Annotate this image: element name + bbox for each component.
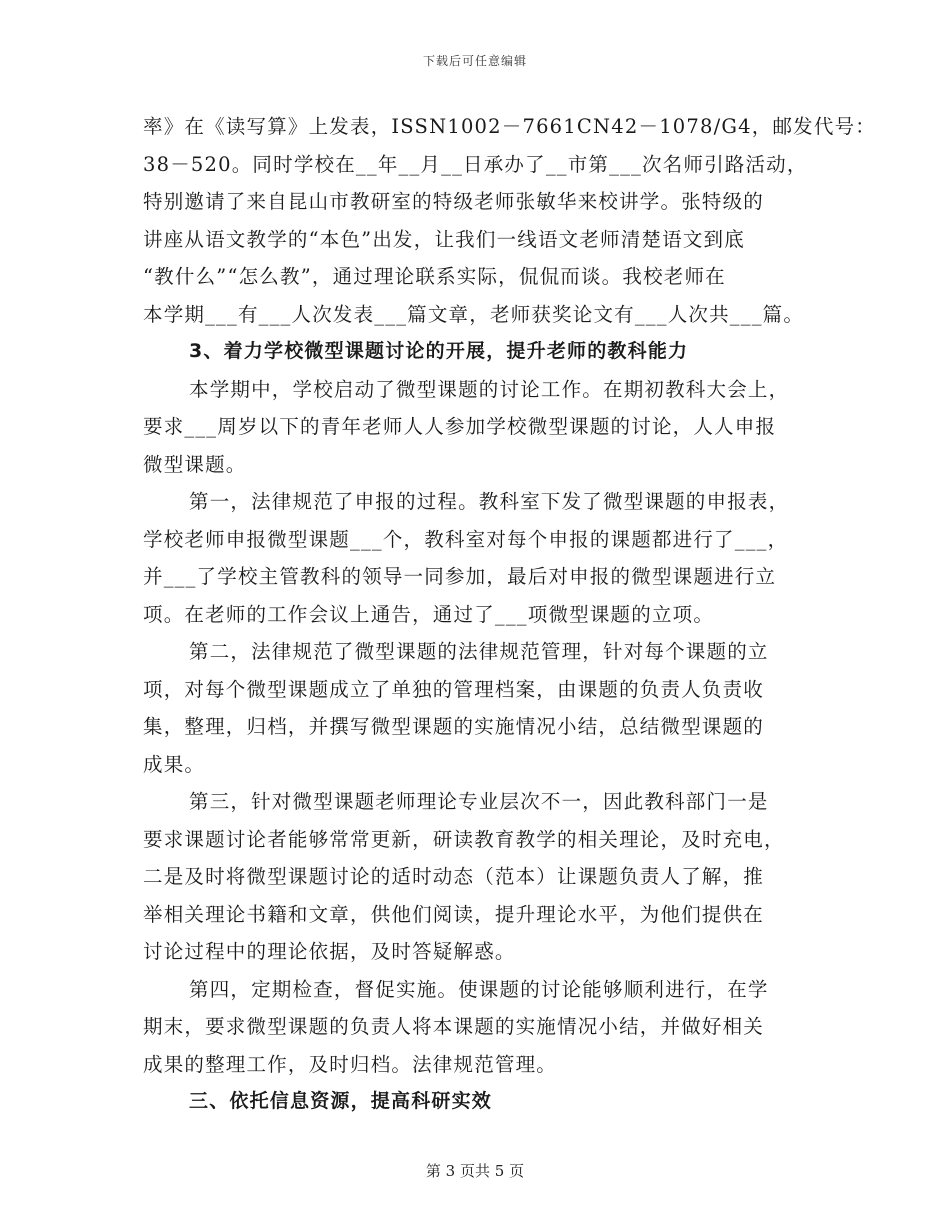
paragraph-line: 特别邀请了来自昆山市教研室的特级老师张敏华来校讲学。张特级的	[143, 190, 765, 213]
paragraph-line: 讲座从语文教学的“本色”出发，让我们一线语文老师清楚语文到底	[143, 227, 745, 251]
paragraph-line: 第一，法律规范了申报的过程。教科室下发了微型课题的申报表，	[189, 490, 790, 513]
paragraph-line: 微型课题。	[143, 452, 247, 476]
paragraph-line: 第二，法律规范了微型课题的法律规范管理，针对每个课题的立	[189, 640, 769, 663]
paragraph-line: 期末，要求微型课题的负责人将本课题的实施情况小结，并做好相关	[143, 1015, 765, 1038]
paragraph-line: 举相关理论书籍和文章，供他们阅读，提升理论水平，为他们提供在	[143, 902, 765, 926]
document-body	[143, 108, 876, 1121]
paragraph-line: 率》在《读写算》上发表，ISSN1002－7661CN42－1078/G4，邮发代号：	[143, 115, 876, 138]
paragraph-line: 讨论过程中的理论依据，及时答疑解惑。	[143, 940, 516, 963]
paragraph-line: 第四，定期检查，督促实施。使课题的讨论能够顺利进行，在学	[189, 977, 769, 1001]
paragraph-line: 成果。	[143, 752, 206, 776]
paragraph-line: 集，整理，归档，并撰写微型课题的实施情况小结，总结微型课题的	[143, 715, 765, 738]
paragraph-line: 二是及时将微型课题讨论的适时动态（范本）让课题负责人了解，推	[143, 865, 765, 888]
paragraph-line: 学校老师申报微型课题___个，教科室对每个申报的课题都进行了___，	[143, 527, 789, 551]
paragraph-line: 第三，针对微型课题老师理论专业层次不一，因此教科部门一是	[189, 790, 769, 813]
paragraph-line: 并___了学校主管教科的领导一同参加，最后对申报的微型课题进行立	[143, 565, 777, 588]
paragraph-line: 要求___周岁以下的青年老师人人参加学校微型课题的讨论，人人申报	[143, 415, 777, 438]
paragraph-line: “教什么”“怎么教”，通过理论联系实际，侃侃而谈。我校老师在	[143, 265, 726, 288]
paragraph-line: 项。在老师的工作会议上通告，通过了___项微型课题的立项。	[143, 602, 715, 626]
section-heading: 三、依托信息资源，提高科研实效	[189, 1090, 493, 1112]
paragraph-line: 项，对每个微型课题成立了单独的管理档案，由课题的负责人负责收	[143, 677, 765, 701]
paragraph-line: 成果的整理工作，及时归档。法律规范管理。	[143, 1052, 558, 1076]
page-footer: 第 3 页共 5 页	[425, 1162, 525, 1180]
paragraph-line: 本学期___有___人次发表___篇文章，老师获奖论文有___人次共___篇。	[143, 302, 805, 326]
page-header: 下载后可任意编辑	[422, 54, 527, 68]
section-heading: 3、着力学校微型课题讨论的开展，提升老师的教科能力	[189, 340, 689, 362]
paragraph-line: 本学期中，学校启动了微型课题的讨论工作。在期初教科大会上，	[189, 377, 790, 401]
paragraph-line: 要求课题讨论者能够常常更新，研读教育教学的相关理论，及时充电，	[143, 827, 785, 851]
paragraph-line: 38－520。同时学校在__年__月__日承办了__市第___次名师引路活动，	[143, 152, 808, 176]
